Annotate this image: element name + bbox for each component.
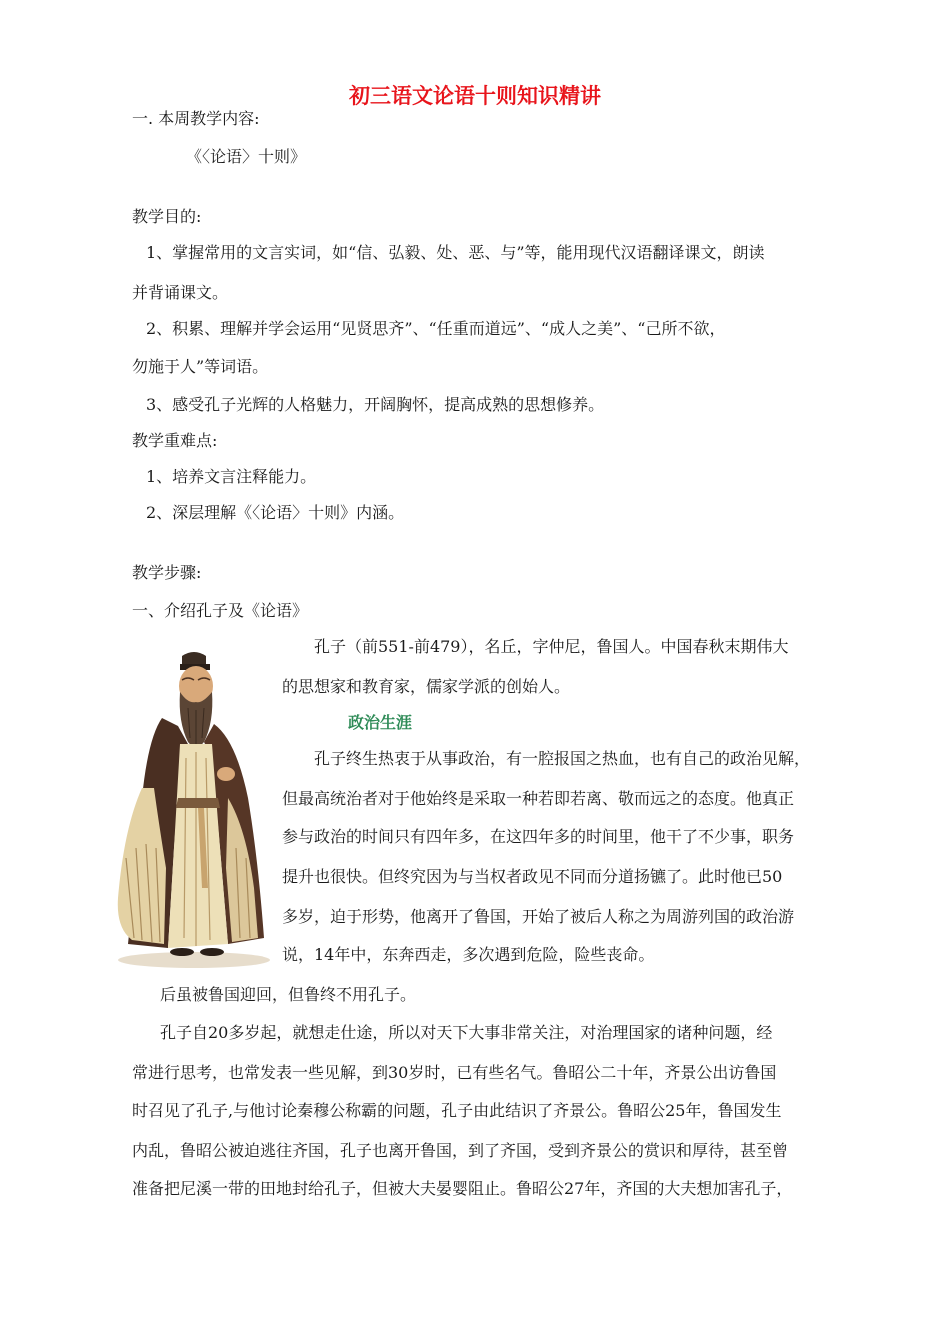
body-paragraph-line: 内乱，鲁昭公被迫逃往齐国，孔子也离开鲁国，到了齐国，受到齐景公的赏识和厚待，甚至曾 <box>132 1141 789 1160</box>
goal-2-line-2: 勿施于人”等词语。 <box>132 357 269 376</box>
career-line: 说，14年中，东奔西走，多次遇到危险，险些丧命。 <box>282 945 655 964</box>
career-line: 但最高统治者对于他始终是采取一种若即若离、敬而远之的态度。他真正 <box>282 789 795 808</box>
career-line: 提升也很快。但终究因为与当权者政见不同而分道扬镳了。此时他已50 <box>282 867 783 886</box>
section-content: 《〈论语〉十则》 <box>186 147 307 166</box>
section-heading-content: 一. 本周教学内容: <box>132 109 260 128</box>
career-subheading: 政治生涯 <box>348 713 413 732</box>
body-paragraph-line: 准备把尼溪一带的田地封给孔子，但被大夫晏婴阻止。鲁昭公27年，齐国的大夫想加害孔子， <box>132 1179 793 1198</box>
goal-3: 3、感受孔子光辉的人格魅力，开阔胸怀，提高成熟的思想修养。 <box>146 395 605 414</box>
career-line: 参与政治的时间只有四年多，在这四年多的时间里，他干了不少事，职务 <box>282 827 795 846</box>
career-line: 多岁，迫于形势，他离开了鲁国，开始了被后人称之为周游列国的政治游 <box>282 907 795 926</box>
key-point-2: 2、深层理解《〈论语〉十则》内涵。 <box>146 503 405 522</box>
steps-heading: 教学步骤: <box>132 563 202 582</box>
key-point-1: 1、培养文言注释能力。 <box>146 467 317 486</box>
intro-line-1: 孔子（前551-前479），名丘，字仲尼，鲁国人。中国春秋末期伟大 <box>314 637 789 656</box>
return-line: 后虽被鲁国迎回，但鲁终不用孔子。 <box>160 985 417 1004</box>
page-title: 初三语文论语十则知识精讲 <box>349 84 601 108</box>
body-paragraph-line: 常进行思考，也常发表一些见解，到30岁时，已有些名气。鲁昭公二十年，齐景公出访鲁国 <box>132 1063 777 1082</box>
career-line: 孔子终生热衷于从事政治，有一腔报国之热血，也有自己的政治见解， <box>314 749 811 768</box>
body-paragraph-line: 时召见了孔子,与他讨论秦穆公称霸的问题，孔子由此结识了齐景公。鲁昭公25年，鲁国发生 <box>132 1101 782 1120</box>
step-1-heading: 一、介绍孔子及《论语》 <box>132 601 309 620</box>
goal-2-line-1: 2、积累、理解并学会运用“见贤思齐”、“任重而道远”、“成人之美”、“己所不欲， <box>146 319 726 338</box>
key-points-heading: 教学重难点: <box>132 431 218 450</box>
confucius-portrait <box>108 648 280 970</box>
intro-line-2: 的思想家和教育家，儒家学派的创始人。 <box>282 677 571 696</box>
body-paragraph-line: 孔子自20多岁起，就想走仕途，所以对天下大事非常关注，对治理国家的诸种问题，经 <box>160 1023 773 1042</box>
goal-1-line-2: 并背诵课文。 <box>132 283 229 302</box>
goal-1-line-1: 1、掌握常用的文言实词，如“信、弘毅、处、恶、与”等，能用现代汉语翻译课文，朗读 <box>146 243 765 262</box>
goals-heading: 教学目的: <box>132 207 202 226</box>
